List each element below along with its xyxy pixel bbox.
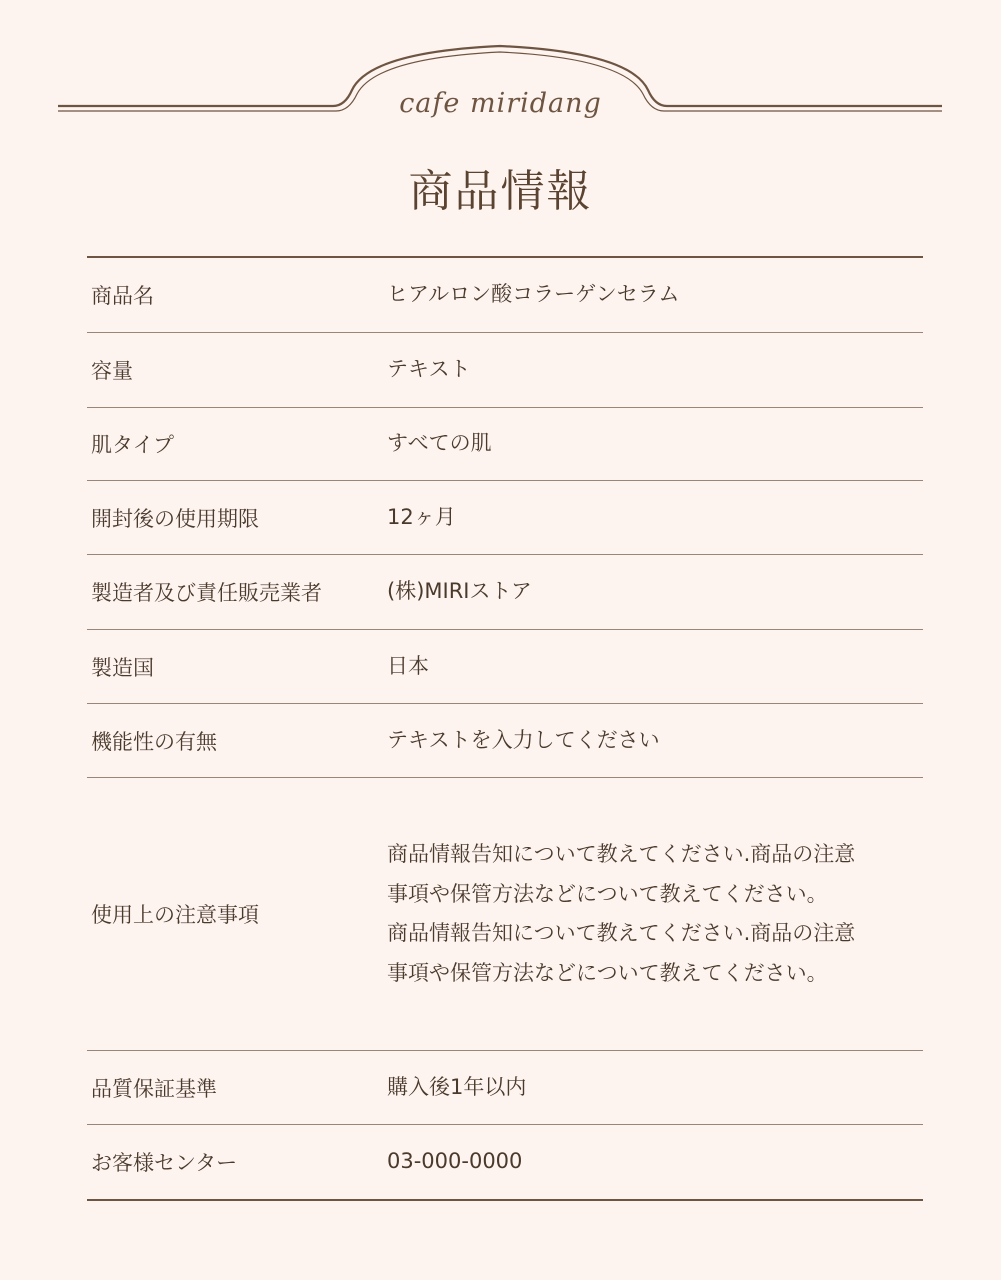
- row-label: 容量: [91, 359, 133, 383]
- row-label: 使用上の注意事項: [91, 903, 259, 927]
- table-row: [87, 1125, 923, 1199]
- row-label: 肌タイプ: [91, 433, 174, 457]
- row-value: テキスト: [387, 357, 471, 382]
- row-value-multiline: [387, 835, 923, 993]
- row-value: 購入後1年以内: [387, 1074, 527, 1099]
- header: [0, 0, 1001, 240]
- row-value: 日本: [387, 653, 429, 678]
- row-label: 機能性の有無: [91, 729, 217, 754]
- row-value: ヒアルロン酸コラーゲンセラム: [387, 282, 680, 307]
- value-line: 商品情報告知について教えてください.商品の注意: [387, 842, 856, 866]
- table-row: [87, 704, 923, 778]
- value-line: 事項や保管方法などについて教えてください。: [387, 881, 828, 906]
- table-row: [87, 258, 923, 333]
- row-value: テキストを入力してください: [387, 727, 660, 752]
- row-label: 製造者及び責任販売業者: [91, 581, 322, 605]
- table-row: [87, 408, 923, 481]
- row-value: 12ヶ月: [387, 504, 456, 529]
- table-row: [87, 778, 923, 1051]
- table-row: [87, 555, 923, 630]
- table-row: [87, 333, 923, 408]
- row-label: 商品名: [91, 284, 154, 308]
- brand-logo-text: cafe miridang: [399, 88, 602, 119]
- row-value: 03-000-0000: [387, 1149, 523, 1174]
- row-value: すべての肌: [387, 431, 492, 456]
- value-line: 商品情報告知について教えてください.商品の注意: [387, 921, 856, 945]
- row-label: 開封後の使用期限: [91, 506, 259, 531]
- product-info-table: [87, 256, 923, 1201]
- row-value: (株)MIRIストア: [387, 579, 532, 604]
- table-row: [87, 481, 923, 555]
- row-label: 品質保証基準: [91, 1076, 217, 1101]
- value-line: 事項や保管方法などについて教えてください。: [387, 960, 828, 985]
- row-label: お客様センター: [91, 1151, 238, 1175]
- table-row: [87, 1051, 923, 1125]
- page-title: 商品情報: [408, 166, 593, 217]
- row-label: 製造国: [91, 655, 154, 680]
- table-row: [87, 630, 923, 704]
